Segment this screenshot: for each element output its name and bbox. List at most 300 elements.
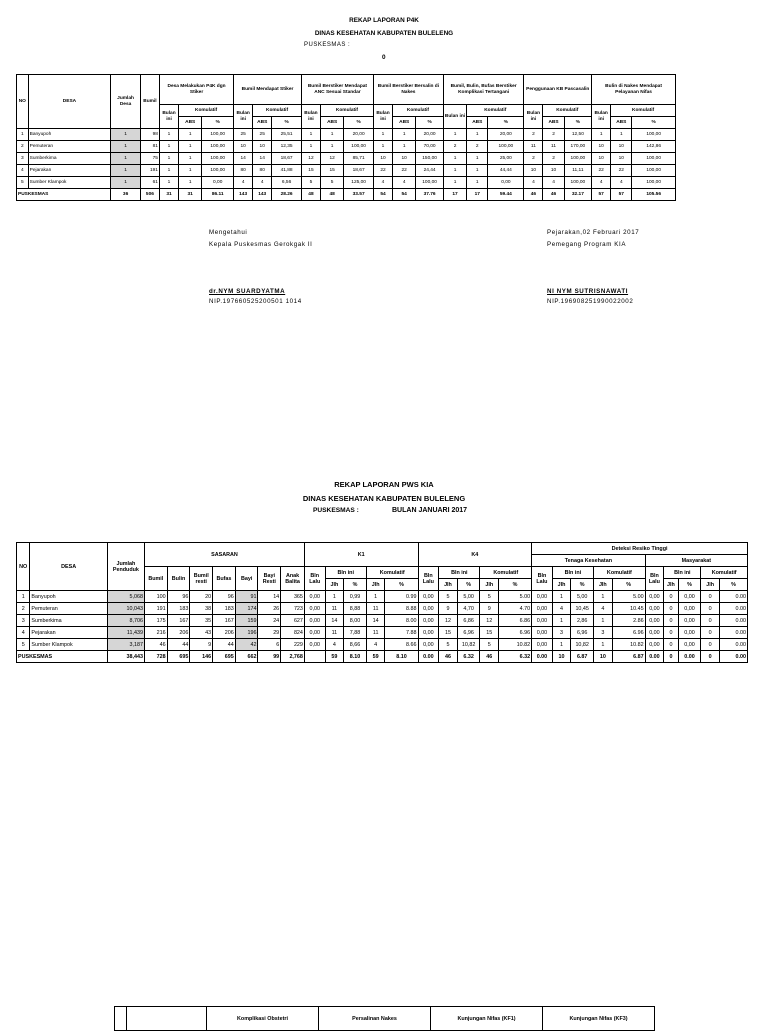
total-value: 143	[253, 189, 272, 201]
row-value: 4	[592, 177, 611, 189]
row-ms: 0.00	[719, 591, 747, 603]
row-ms: 0.00	[719, 627, 747, 639]
row-value: 10	[524, 165, 543, 177]
sign-left-line1: Mengetahui	[209, 229, 248, 236]
row-value: 1	[467, 153, 488, 165]
row-k1: 11	[366, 603, 385, 615]
header-pct: %	[488, 117, 524, 129]
row-k1: 4	[366, 639, 385, 651]
row-value: 14	[253, 153, 272, 165]
row-sasaran: 44	[213, 639, 236, 651]
row-desa: Sumberkima	[28, 153, 111, 165]
row-k4: 4.70	[499, 603, 532, 615]
header-komulatif: Komulatif	[179, 105, 234, 117]
header-abs: ABS	[179, 117, 202, 129]
total-ms: 0.00	[645, 651, 664, 663]
total-sasaran: 728	[144, 651, 167, 663]
report2-period: BULAN JANUARI 2017	[392, 507, 468, 514]
row-k1: 11	[325, 627, 344, 639]
row-tk: 10.45	[612, 603, 645, 615]
row-sasaran: 723	[281, 603, 305, 615]
row-tk: 10,82	[571, 639, 594, 651]
row-value: 1	[179, 177, 202, 189]
row-k4: 5	[439, 591, 458, 603]
header-pct: %	[344, 117, 374, 129]
row-value: 100,00	[202, 153, 234, 165]
pws-kia-table	[16, 542, 748, 663]
header-bulan-ini: Bulan ini	[373, 105, 392, 129]
row-sasaran: 96	[167, 591, 190, 603]
row-tk: 0,00	[532, 639, 553, 651]
total-row	[17, 651, 748, 663]
row-value: 1	[467, 177, 488, 189]
header-bln-lalu: Bln Lalu	[304, 567, 325, 591]
row-value: 100,00	[564, 177, 592, 189]
header-group-3: Bumil Berstiker Mendapat ANC Sesuai Standar	[301, 75, 373, 105]
row-no: 5	[17, 177, 29, 189]
total-label: PUSKESMAS	[17, 189, 111, 201]
row-bumil: 61	[140, 177, 159, 189]
total-tk: 10	[594, 651, 613, 663]
total-k1: 59	[325, 651, 344, 663]
row-value: 150,00	[416, 153, 444, 165]
header-bumil: Bumil	[144, 567, 167, 591]
row-sasaran: 43	[190, 627, 213, 639]
row-sasaran: 20	[190, 591, 213, 603]
header-anak-balita: Anak Balita	[281, 567, 305, 591]
row-no: 4	[17, 165, 29, 177]
row-penduduk: 3,187	[107, 639, 144, 651]
row-desa: Sumber Klampok	[30, 639, 107, 651]
row-value: 1	[320, 141, 343, 153]
row-sasaran: 6	[258, 639, 281, 651]
row-tk: 0,00	[532, 603, 553, 615]
header-kf3: Kunjungan Nifas (KF3)	[543, 1007, 655, 1031]
header-abs: ABS	[393, 117, 416, 129]
row-k1: 8,88	[344, 603, 367, 615]
row-value: 1	[443, 129, 466, 141]
row-k1: 8,00	[344, 615, 367, 627]
header-bln-lalu: Bln Lalu	[532, 567, 553, 591]
row-value: 170,00	[564, 141, 592, 153]
header-pct: %	[272, 117, 302, 129]
row-k4: 15	[439, 627, 458, 639]
row-value: 1	[159, 141, 178, 153]
header-jlh: Jlh	[552, 579, 571, 591]
total-ms: 0	[701, 651, 720, 663]
row-ms: 0	[701, 639, 720, 651]
header-bufas: Bufas	[213, 567, 236, 591]
row-k1: 0,00	[304, 591, 325, 603]
row-k1: 1	[366, 591, 385, 603]
header-bln-ini: Bln ini	[439, 567, 480, 579]
header-bulan-ini: Bulan ini	[443, 105, 466, 129]
row-desa: Pejarakan	[30, 627, 107, 639]
row-tk: 5,00	[571, 591, 594, 603]
row-value: 25,51	[272, 129, 302, 141]
header-komplikasi: Komplikasi Obstetri	[207, 1007, 319, 1031]
header-komulatif: Komulatif	[320, 105, 373, 117]
header-no: NO	[17, 543, 30, 591]
row-ms: 0.00	[719, 603, 747, 615]
header-tenaga: Tenaga Kesehatan	[532, 555, 646, 567]
header-bayi: Bayi	[235, 567, 258, 591]
row-jumlah-desa: 1	[111, 153, 141, 165]
total-value: 46	[543, 189, 564, 201]
row-jumlah-desa: 1	[111, 177, 141, 189]
header-jumlah-desa: Jumlah Desa	[111, 75, 141, 129]
header-deteksi: Deteksi Resiko Tinggi	[532, 543, 748, 555]
row-value: 0,00	[488, 177, 524, 189]
row-tk: 1	[552, 615, 571, 627]
row-sasaran: 46	[144, 639, 167, 651]
row-k4: 15	[480, 627, 499, 639]
header-pct: %	[344, 579, 367, 591]
total-value: 33.57	[344, 189, 374, 201]
row-value: 10	[393, 153, 416, 165]
sign-left-nip: NIP.197660525200501 1014	[209, 298, 302, 305]
row-k1: 0,99	[344, 591, 367, 603]
row-sasaran: 183	[213, 603, 236, 615]
header-bln-ini: Bln ini	[325, 567, 366, 579]
row-value: 4	[524, 177, 543, 189]
report2-subtitle: DINAS KESEHATAN KABUPATEN BULELENG	[302, 494, 466, 503]
header-abs: ABS	[467, 117, 488, 129]
row-desa: Sumberkima	[30, 615, 107, 627]
row-value: 142,86	[632, 141, 676, 153]
row-sasaran: 824	[281, 627, 305, 639]
row-penduduk: 10,043	[107, 603, 144, 615]
row-sasaran: 14	[258, 591, 281, 603]
row-value: 80	[253, 165, 272, 177]
row-value: 5	[320, 177, 343, 189]
row-sasaran: 196	[235, 627, 258, 639]
header-bulan-ini: Bulan ini	[234, 105, 253, 129]
header-group-1: Desa Melakukan P4K dgn Stiker	[159, 75, 233, 105]
row-k4: 5	[480, 591, 499, 603]
header-sasaran: SASARAN	[144, 543, 304, 567]
row-value: 1	[611, 129, 632, 141]
row-sasaran: 216	[144, 627, 167, 639]
header-pct: %	[612, 579, 645, 591]
sign-left-name: dr.NYM SUARDYATMA	[209, 288, 286, 295]
row-ms: 0	[701, 591, 720, 603]
row-value: 12,50	[564, 129, 592, 141]
row-value: 5	[301, 177, 320, 189]
row-tk: 4	[552, 603, 571, 615]
total-row	[17, 189, 676, 201]
total-tk: 6.87	[612, 651, 645, 663]
row-value: 2	[443, 141, 466, 153]
row-desa: Pemuteran	[30, 603, 107, 615]
row-sasaran: 24	[258, 615, 281, 627]
row-value: 12	[320, 153, 343, 165]
row-value: 11	[524, 141, 543, 153]
total-sasaran: 2,768	[281, 651, 305, 663]
row-jumlah-desa: 1	[111, 165, 141, 177]
report2-puskesmas-label: PUSKESMAS :	[313, 507, 359, 514]
header-komulatif: Komulatif	[467, 105, 524, 117]
row-sasaran: 159	[235, 615, 258, 627]
row-k4: 4,70	[457, 603, 480, 615]
total-sasaran: 695	[167, 651, 190, 663]
report2-title: REKAP LAPORAN PWS KIA	[334, 480, 434, 489]
row-tk: 1	[552, 591, 571, 603]
total-value: 31	[159, 189, 178, 201]
total-sasaran: 146	[190, 651, 213, 663]
row-k1: 8.66	[385, 639, 418, 651]
row-tk: 2.86	[612, 615, 645, 627]
row-k1: 8.00	[385, 615, 418, 627]
header-kf1: Kunjungan Nifas (KF1)	[431, 1007, 543, 1031]
row-k4: 0,00	[418, 603, 439, 615]
row-ms: 0	[664, 603, 678, 615]
row-no: 1	[17, 591, 30, 603]
header-pct: %	[385, 579, 418, 591]
row-value: 22	[611, 165, 632, 177]
row-k4: 0,00	[418, 639, 439, 651]
total-label: PUSKESMAS	[17, 651, 108, 663]
header-pct: %	[678, 579, 701, 591]
row-tk: 0,00	[532, 615, 553, 627]
row-ms: 0	[701, 615, 720, 627]
row-ms: 0,00	[678, 603, 701, 615]
sign-left-line2: Kepala Puskesmas Gerokgak II	[209, 241, 313, 248]
row-value: 4	[393, 177, 416, 189]
header-komulatif: Komulatif	[701, 567, 748, 579]
row-k4: 5	[480, 639, 499, 651]
row-value: 4	[253, 177, 272, 189]
header-pct: %	[564, 117, 592, 129]
header-abs: ABS	[320, 117, 343, 129]
row-sasaran: 9	[190, 639, 213, 651]
total-value: 105.56	[632, 189, 676, 201]
row-value: 4	[373, 177, 392, 189]
row-k4: 9	[480, 603, 499, 615]
row-value: 100,00	[632, 153, 676, 165]
table-row	[17, 153, 676, 165]
row-k1: 8,66	[344, 639, 367, 651]
row-value: 4	[543, 177, 564, 189]
header-bumil-resti: Bumil resti	[190, 567, 213, 591]
row-tk: 5.00	[612, 591, 645, 603]
header-jumlah-penduduk: Jumlah Penduduk	[107, 543, 144, 591]
table-row	[17, 591, 748, 603]
row-value: 1	[393, 141, 416, 153]
row-sasaran: 206	[213, 627, 236, 639]
row-value: 20,00	[416, 129, 444, 141]
row-value: 6,56	[272, 177, 302, 189]
report1-subtitle: DINAS KESEHATAN KABUPATEN BULELENG	[314, 30, 454, 37]
header-bulan-ini: Bulan ini	[159, 105, 178, 129]
header-abs: ABS	[253, 117, 272, 129]
row-desa: Banyupoh	[30, 591, 107, 603]
row-bumil: 98	[140, 129, 159, 141]
row-k1: 11	[366, 627, 385, 639]
row-value: 1	[159, 165, 178, 177]
sign-right-name: NI NYM SUTRISNAWATI	[547, 288, 629, 295]
row-tk: 3	[552, 627, 571, 639]
row-sasaran: 96	[213, 591, 236, 603]
row-sasaran: 35	[190, 615, 213, 627]
row-k4: 0,00	[418, 615, 439, 627]
row-value: 20,00	[488, 129, 524, 141]
row-value: 41,88	[272, 165, 302, 177]
row-sasaran: 229	[281, 639, 305, 651]
row-bumil: 81	[140, 141, 159, 153]
row-ms: 0,00	[645, 615, 664, 627]
total-k4: 46	[480, 651, 499, 663]
row-value: 100,00	[202, 141, 234, 153]
row-k4: 5,00	[457, 591, 480, 603]
row-penduduk: 8,706	[107, 615, 144, 627]
row-value: 1	[443, 165, 466, 177]
row-ms: 0,00	[645, 627, 664, 639]
header-pct: %	[457, 579, 480, 591]
row-sasaran: 627	[281, 615, 305, 627]
row-value: 1	[159, 177, 178, 189]
header-group-4: Bumil Berstiker Bersalin di Nakes	[373, 75, 443, 105]
header-group-7: Bulin di Nakes Mendapat Pelayanan Nifas	[592, 75, 676, 105]
row-k1: 0,00	[304, 639, 325, 651]
row-value: 10	[234, 141, 253, 153]
row-value: 20,00	[344, 129, 374, 141]
row-value: 10	[611, 141, 632, 153]
total-k4: 6.32	[457, 651, 480, 663]
header-jlh: Jlh	[664, 579, 678, 591]
header-group-2: Bumil Mendapat Stiker	[234, 75, 302, 105]
total-value: 54	[393, 189, 416, 201]
total-k1: 8.10	[344, 651, 367, 663]
row-sasaran: 26	[258, 603, 281, 615]
total-k4: 6.32	[499, 651, 532, 663]
header-pct: %	[571, 579, 594, 591]
total-ms: 0	[664, 651, 678, 663]
header-komulatif: Komulatif	[543, 105, 592, 117]
total-value: 86.11	[202, 189, 234, 201]
total-value: 54	[373, 189, 392, 201]
header-bln-lalu: Bln Lalu	[645, 567, 664, 591]
row-ms: 0,00	[645, 603, 664, 615]
row-sasaran: 175	[144, 615, 167, 627]
row-sasaran: 38	[190, 603, 213, 615]
header-k4: K4	[418, 543, 532, 567]
row-desa: Banyupoh	[28, 129, 111, 141]
total-tk: 10	[552, 651, 571, 663]
row-value: 100,00	[344, 141, 374, 153]
row-k4: 6,86	[457, 615, 480, 627]
row-value: 10	[253, 141, 272, 153]
row-no: 3	[17, 615, 30, 627]
row-ms: 0,00	[678, 591, 701, 603]
row-k1: 0,00	[304, 603, 325, 615]
header-bln-lalu: Bln Lalu	[418, 567, 439, 591]
row-k1: 7,88	[344, 627, 367, 639]
row-value: 100,00	[632, 165, 676, 177]
row-value: 100,00	[632, 129, 676, 141]
row-k4: 10.82	[499, 639, 532, 651]
row-value: 11,11	[564, 165, 592, 177]
row-ms: 0	[664, 591, 678, 603]
row-value: 1	[159, 129, 178, 141]
header-jlh: Jlh	[594, 579, 613, 591]
row-value: 100,00	[202, 129, 234, 141]
row-ms: 0	[701, 627, 720, 639]
row-sasaran: 29	[258, 627, 281, 639]
row-value: 10	[611, 153, 632, 165]
header-komulatif: Komulatif	[480, 567, 532, 579]
header-group-6: Penggunaan KB Pascasalin	[524, 75, 592, 105]
row-desa: Sumber Klampok	[28, 177, 111, 189]
row-value: 0,00	[202, 177, 234, 189]
row-k4: 6.96	[499, 627, 532, 639]
row-value: 85,71	[344, 153, 374, 165]
row-value: 1	[301, 129, 320, 141]
header-abs: ABS	[611, 117, 632, 129]
total-k1: 8.10	[385, 651, 418, 663]
row-value: 100,00	[488, 141, 524, 153]
table-row	[17, 615, 748, 627]
row-value: 100,00	[632, 177, 676, 189]
row-value: 24,44	[416, 165, 444, 177]
row-value: 1	[443, 177, 466, 189]
header-jlh: Jlh	[701, 579, 720, 591]
row-value: 18,67	[344, 165, 374, 177]
table-row	[17, 639, 748, 651]
table-row	[17, 129, 676, 141]
header-pct: %	[632, 117, 676, 129]
row-k4: 5	[439, 639, 458, 651]
total-value: 48	[301, 189, 320, 201]
header-komulatif: Komulatif	[611, 105, 676, 117]
header-no: NO	[17, 75, 29, 129]
row-tk: 4	[594, 603, 613, 615]
row-value: 1	[373, 141, 392, 153]
row-sasaran: 191	[144, 603, 167, 615]
total-value: 17	[443, 189, 466, 201]
row-value: 2	[524, 129, 543, 141]
header-desa: DESA	[30, 543, 107, 591]
total-value: 143	[234, 189, 253, 201]
row-value: 10	[592, 153, 611, 165]
row-k4: 6.86	[499, 615, 532, 627]
row-tk: 1	[594, 591, 613, 603]
row-value: 12,35	[272, 141, 302, 153]
total-ms: 0.00	[719, 651, 747, 663]
header-komulatif: Komulatif	[594, 567, 646, 579]
header-abs: ABS	[543, 117, 564, 129]
header-bulan-ini: Bulan ini	[301, 105, 320, 129]
header-pct: %	[202, 117, 234, 129]
header-bulan-ini: Bulan ini	[524, 105, 543, 129]
total-sasaran: 695	[213, 651, 236, 663]
row-no: 4	[17, 627, 30, 639]
header-jlh: Jlh	[325, 579, 344, 591]
row-ms: 0	[664, 615, 678, 627]
row-k4: 6,96	[457, 627, 480, 639]
row-value: 15	[301, 165, 320, 177]
row-value: 100,00	[416, 177, 444, 189]
row-desa: Pejarakan	[28, 165, 111, 177]
row-desa: Pemuteran	[28, 141, 111, 153]
header-pct: %	[499, 579, 532, 591]
total-ms: 0.00	[678, 651, 701, 663]
header-blank-2	[127, 1007, 207, 1031]
row-value: 10	[592, 141, 611, 153]
row-ms: 0,00	[645, 591, 664, 603]
row-value: 1	[179, 141, 202, 153]
row-value: 22	[592, 165, 611, 177]
